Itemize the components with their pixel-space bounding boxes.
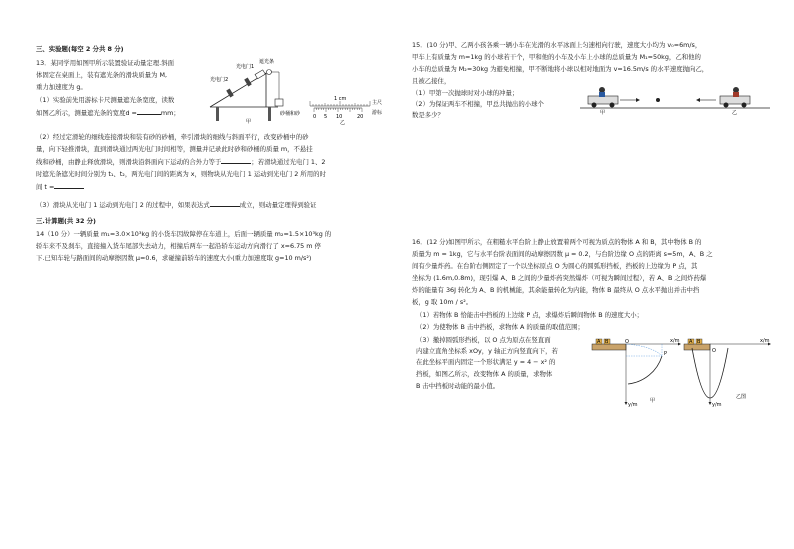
label-gate1: 光电门1: [236, 64, 255, 70]
q16-line3: 间有少量炸药。在台阶右侧固定了一个以坐标原点 O 为圆心的圆弧形挡板，挡板的上边缘为 P 点，其: [412, 262, 698, 270]
label-x-axis: x/m: [760, 338, 770, 344]
label-x-axis: x/m: [670, 338, 680, 344]
q15-line7: 数是多少？: [412, 111, 444, 119]
q15-line1: 15．(10 分)甲、乙两小孩各乘一辆小车在光滑的水平冰面上匀速相向行驶，速度大小均为 v₀=6m/s，: [412, 41, 702, 49]
q14-line3: 下.已知车轮与路面间的动摩擦因数 μ=0.6，求碰撞前轿车的速度大小(重力加速度取 g=10 m/s²): [36, 254, 312, 262]
figure-jia: [206, 55, 316, 125]
q13-part2-line5: 间 t =: [36, 182, 84, 192]
q14-line1: 14（10 分）一辆质量 m₁=3.0×10³kg 的小货车因故障停在车道上，后面一辆质量 m₂=1.5×10³kg 的: [36, 230, 332, 238]
left-column: [30, 0, 385, 549]
label-yi: 乙: [340, 120, 346, 126]
label-O: O: [625, 339, 629, 345]
q13-line3: 重力加速度为 g。: [36, 83, 87, 91]
answer-blank[interactable]: [210, 200, 240, 207]
q16-line9: （3）撤掉圆弧形挡板，以 O 点为原点在竖直面: [416, 336, 551, 344]
q14-line2: 轿车来不及刹车，直接撞入货车尾部失去动力，相撞后两车一起沿轿车运动方向滑行了 x=6.75 m 停: [36, 242, 321, 250]
figure-q16-jia: [592, 338, 682, 408]
q13-part3: （3）滑块从光电门 1 运动到光电门 2 的过程中，如果表达式 成立，则动量定理得到验证: [36, 201, 317, 209]
answer-blank[interactable]: [54, 182, 84, 189]
q13-line1: 13．某同学用如图甲所示装置验证动量定理.斜面: [36, 59, 174, 67]
tick-20: 20: [357, 114, 364, 120]
label-P: P: [664, 351, 668, 357]
label-yi: 乙图: [736, 394, 747, 400]
q15-line4: 且被乙接住，: [412, 77, 451, 85]
label-O: O: [712, 348, 716, 354]
label-y-axis: y/m: [712, 402, 722, 408]
label-A: A: [689, 339, 693, 345]
q15-line3: 小车的总质量为 M₂=30kg 为避免相撞，甲不断地将小球以相对地面为 v=16.5m/s 的水平速度抛向乙，: [412, 65, 709, 73]
figure-q16-yi: [684, 338, 772, 408]
label-B: B: [697, 339, 701, 345]
tick-10: 10: [336, 114, 343, 120]
tick-5: 5: [324, 114, 328, 120]
label-jia: 甲: [650, 398, 656, 404]
tick-0: 0: [313, 114, 317, 120]
figure-yi-vernier: [310, 94, 385, 124]
label-bucket: 砂桶和砂: [280, 111, 301, 117]
q16-line7: （1）若物体 B 恰能击中挡板的上边缘 P 点，求爆炸后瞬间物体 B 的速度大小；: [416, 311, 643, 319]
label-y-axis: y/m: [628, 402, 638, 408]
q16-line12: 挡板，如图乙所示，改变物体 A 的质量，求物体: [416, 370, 553, 378]
q13-part2-line4: 时遮光条遮光时间分别为 t₁、t₂，两光电门间的距离为 x，则物块从光电门 1 运动到光电门 2 所用的时: [36, 170, 326, 178]
label-yi: 乙: [732, 110, 738, 116]
q13-part2-line3: 线和砂桶，由静止释放滑块，则滑块沿斜面向下运动的合外力等于 ；若滑块通过光电门 1、2: [36, 158, 326, 166]
q16-line13: B 击中挡板时动能的最小值。: [416, 382, 500, 390]
q16-line11: 在此坐标平面内固定一个形状满足 y = 4 − x² 的: [416, 358, 556, 366]
right-column: [412, 0, 772, 549]
q13-line5: 如图乙所示，测量遮光条的宽度d = mm；: [36, 109, 180, 117]
q16-line1: 16．(12 分)如图甲所示，在粗糙水平台阶上静止放置着两个可视为质点的物体 A 和 B，其中物体 B 的: [412, 238, 702, 246]
q13-line4: （1）实验前先用游标卡尺测量遮光条宽度，读数: [36, 96, 175, 104]
q16-line4: 坐标为 (1.6m,0.8m)，现引爆 A、B 之间的少量炸药突然爆炸（可视为瞬间过程），若 A、B 之间炸药爆: [412, 274, 707, 282]
section4-title: 三.计算题(共 32 分): [36, 217, 96, 225]
q15-line5: （1）甲第一次抛球时对小球的冲量；: [412, 89, 519, 97]
label-gate2: 光电门2: [210, 77, 229, 83]
q13-part2-line1: （2）经过定滑轮的细线连接滑块和装有砂的砂桶，牵引滑块的细线与斜面平行，改变砂桶中的砂: [36, 133, 309, 141]
answer-blank[interactable]: [221, 157, 251, 164]
q16-line5: 炸的能量有 36J 转化为 A、B 的机械能，其余能量转化为内能，物体 B 最终从 O 点水平抛出并击中挡: [412, 286, 700, 294]
answer-blank[interactable]: [137, 108, 161, 115]
label-jia: 甲: [246, 119, 252, 125]
label-jia: 甲: [600, 110, 606, 116]
q16-line6: 板，g 取 10m / s²。: [412, 298, 473, 306]
label-shade: 遮光条: [259, 59, 275, 65]
label-B: B: [605, 339, 609, 345]
figure-q15-carts: [580, 84, 770, 114]
label-vernier: 游标: [372, 110, 383, 116]
q16-line8: （2）为使物体 B 击中挡板，求物体 A 的质量的取值范围；: [416, 323, 584, 331]
q15-line2: 甲车上有质量为 m=1kg 的小球若干个，甲和他的小车及小车上小球的总质量为 M₁=50kg，乙和他的: [412, 53, 701, 61]
label-main-scale: 主尺: [372, 100, 383, 106]
q13-line2: 体固定在桌面上，装有遮光条的滑块质量为 M,: [36, 71, 167, 79]
label-cm: 1 cm: [334, 96, 347, 102]
section3-title: 三、实验题(每空 2 分共 8 分): [36, 45, 124, 53]
q15-line6: （2）为保证两车不相撞，甲总共抛出的小球个: [412, 100, 544, 108]
q16-line2: 质量为 m = 1kg，它与水平台阶表面间的动摩擦因数 μ = 0.2，与台阶边缘 O 点的距离 s=5m，A、B 之: [412, 250, 713, 258]
q13-part2-line2: 量，向下轻推滑块，直到滑块通过两光电门时间相等，测量并记录此时砂和砂桶的质量 m，不悬挂: [36, 145, 313, 153]
q16-line10: 内建立直角坐标系 xOy，y 轴正方向竖直向下，若: [416, 347, 558, 355]
label-A: A: [597, 339, 601, 345]
